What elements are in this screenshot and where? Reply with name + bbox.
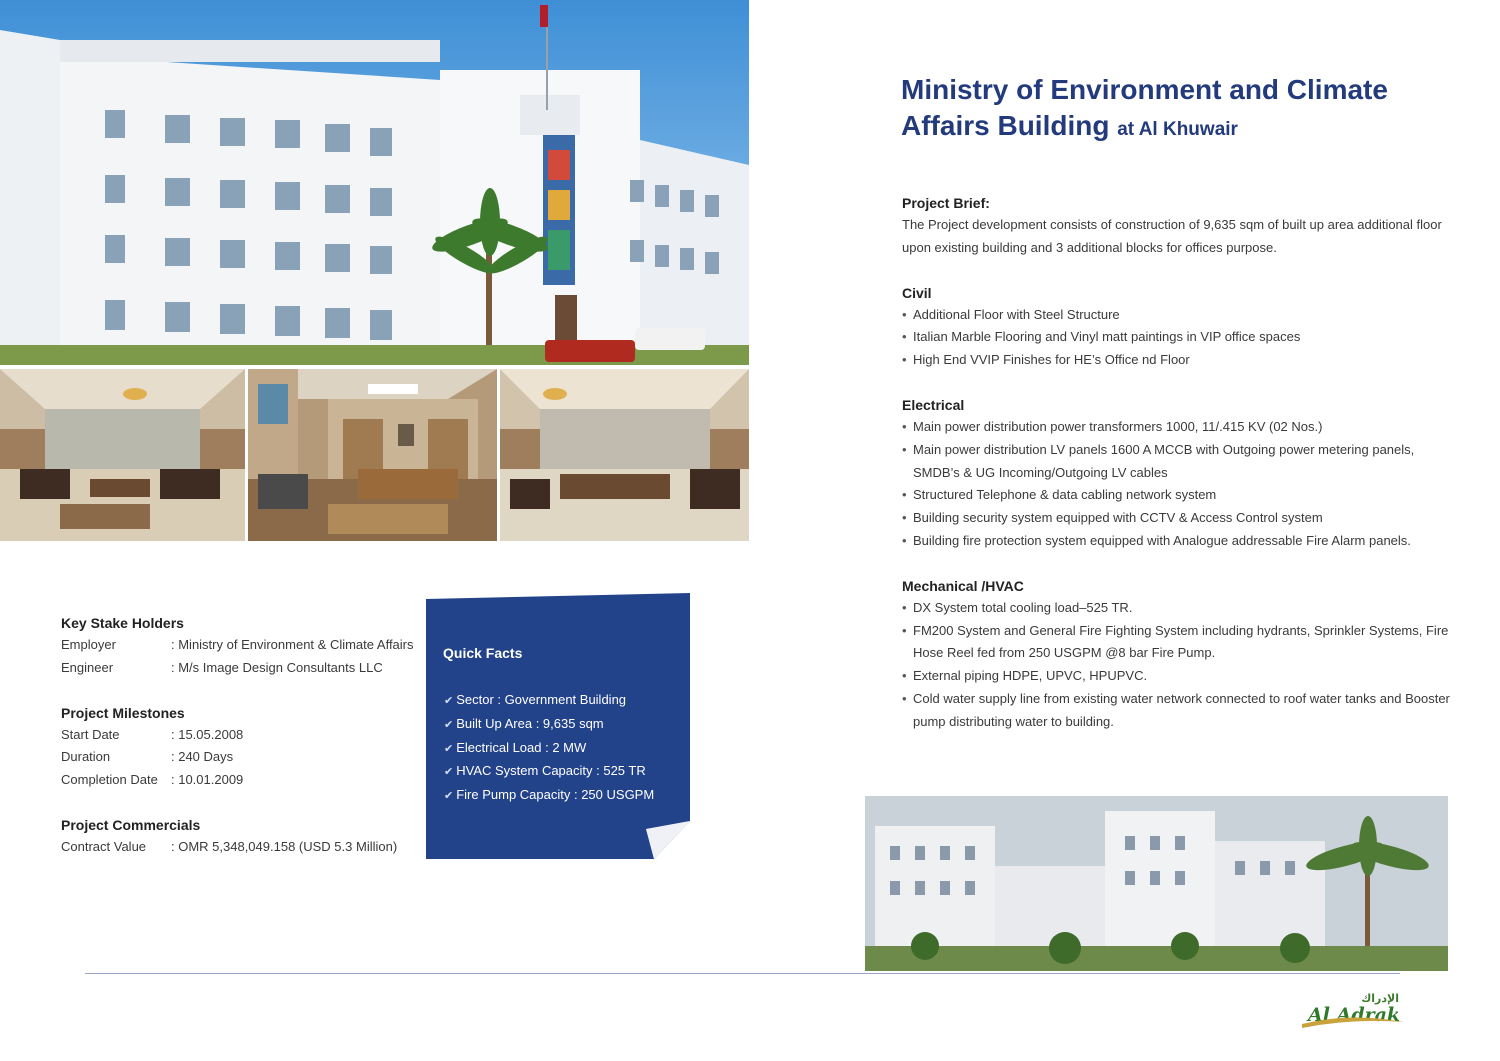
start-date-label: Start Date xyxy=(61,726,120,742)
start-date-value: : 15.05.2008 xyxy=(171,726,244,742)
mechanical-list xyxy=(902,597,1462,734)
quick-facts-note xyxy=(426,593,690,859)
commercials-heading: Project Commercials xyxy=(61,816,201,833)
check-icon: ✔ xyxy=(444,742,454,755)
contract-value-value: : OMR 5,348,049.158 (USD 5.3 Million) xyxy=(171,838,398,854)
mechanical-section xyxy=(902,575,1462,734)
check-icon: ✔ xyxy=(444,790,454,803)
civil-list xyxy=(902,304,1462,372)
list-item: • FM200 System and General Fire Fighting System including hydrants, Sprinkler Systems, Fire Hose Reel fed from 250 USGPM @8 bar Fire Pump. xyxy=(902,620,1462,666)
stakeholders-heading: Key Stake Holders xyxy=(61,615,184,631)
list-item: • Main power distribution power transformers 1000, 11/.415 KV (02 Nos.) xyxy=(902,416,1462,439)
list-item: • DX System total cooling load–525 TR. xyxy=(902,597,1462,620)
duration-label: Duration xyxy=(61,749,111,765)
list-item: • Cold water supply line from existing water network connected to roof water tanks and Booster pump distributing water to building. xyxy=(902,688,1462,734)
electrical-heading: Electrical xyxy=(902,396,965,413)
list-item: • Main power distribution LV panels 1600 A MCCB with Outgoing power metering panels, SMDB’s & UG Incoming/Outgoing LV cables xyxy=(902,439,1462,485)
engineer-row xyxy=(61,657,421,680)
contract-value-row xyxy=(61,836,421,859)
civil-section xyxy=(902,282,1462,372)
title-location: at Al Khuwair xyxy=(1117,119,1238,140)
check-icon: ✔ xyxy=(444,695,454,707)
mechanical-heading: Mechanical /HVAC xyxy=(902,577,1024,594)
list-item: • External piping HDPE, UPVC, HPUPVC. xyxy=(902,665,1462,688)
list-item: • Structured Telephone & data cabling network system xyxy=(902,484,1462,507)
check-icon: ✔ xyxy=(444,718,454,731)
contract-value-label: Contract Value xyxy=(61,838,147,854)
company-logo xyxy=(1300,992,1405,1032)
project-info xyxy=(61,612,421,881)
completion-date-label: Completion Date xyxy=(61,772,158,788)
start-date-row xyxy=(61,724,421,747)
main-building-photo xyxy=(0,0,749,365)
list-item: • High End VVIP Finishes for HE’s Office nd Floor xyxy=(902,349,1462,372)
check-icon: ✔ xyxy=(444,766,454,779)
project-brief-heading: Project Brief: xyxy=(902,195,990,211)
duration-value: : 240 Days xyxy=(171,749,234,765)
exterior-campus-photo xyxy=(865,796,1448,971)
list-item: ✔ Sector : Government Building xyxy=(444,692,627,707)
list-item: ✔ HVAC System Capacity : 525 TR xyxy=(444,763,646,779)
employer-value: : Ministry of Environment & Climate Affairs xyxy=(171,637,414,652)
list-item: ✔ Electrical Load : 2 MW xyxy=(444,739,587,755)
title-main: Ministry of Environment and Climate Affairs Building xyxy=(901,74,1388,141)
list-item: ✔ Built Up Area : 9,635 sqm xyxy=(444,715,604,731)
project-brief-section xyxy=(902,192,1462,260)
engineer-value: : M/s Image Design Consultants LLC xyxy=(171,659,383,675)
interior-office-photo xyxy=(248,369,497,541)
list-item: • Building fire protection system equipped with Analogue addressable Fire Alarm panels. xyxy=(902,530,1462,553)
logo-latin-text: Al Adrak xyxy=(1308,1004,1401,1026)
milestones-heading: Project Milestones xyxy=(61,704,185,721)
quick-facts-heading: Quick Facts xyxy=(443,645,523,661)
interior-executive-office-photo xyxy=(500,369,749,541)
duration-row xyxy=(61,746,421,769)
milestones-section xyxy=(61,702,421,792)
electrical-section xyxy=(902,394,1462,553)
interior-lounge-photo xyxy=(0,369,245,541)
page-title xyxy=(901,72,1481,148)
completion-date-row xyxy=(61,769,421,792)
stakeholders-section xyxy=(61,612,421,680)
logo-swoosh-icon xyxy=(1300,1014,1405,1032)
employer-label: Employer xyxy=(61,637,116,652)
commercials-section xyxy=(61,814,421,859)
footer-divider xyxy=(85,973,1400,974)
project-brief-text: The Project development consists of construction of 9,635 sqm of built up area additional floor upon existing building and 3 additional blocks for offices purpose. xyxy=(902,217,1442,255)
electrical-list xyxy=(902,416,1462,553)
engineer-label: Engineer xyxy=(61,659,114,675)
civil-heading: Civil xyxy=(902,284,932,301)
employer-row xyxy=(61,634,421,657)
project-details xyxy=(902,192,1462,756)
list-item: ✔ Fire Pump Capacity : 250 USGPM xyxy=(444,787,655,803)
completion-date-value: : 10.01.2009 xyxy=(171,772,244,788)
list-item: • Building security system equipped with CCTV & Access Control system xyxy=(902,507,1462,530)
quick-facts-list xyxy=(444,689,654,808)
logo-arabic-text: الإدراك xyxy=(1361,993,1399,1005)
list-item: • Additional Floor with Steel Structure xyxy=(902,304,1462,327)
list-item: • Italian Marble Flooring and Vinyl matt paintings in VIP office spaces xyxy=(902,326,1462,349)
